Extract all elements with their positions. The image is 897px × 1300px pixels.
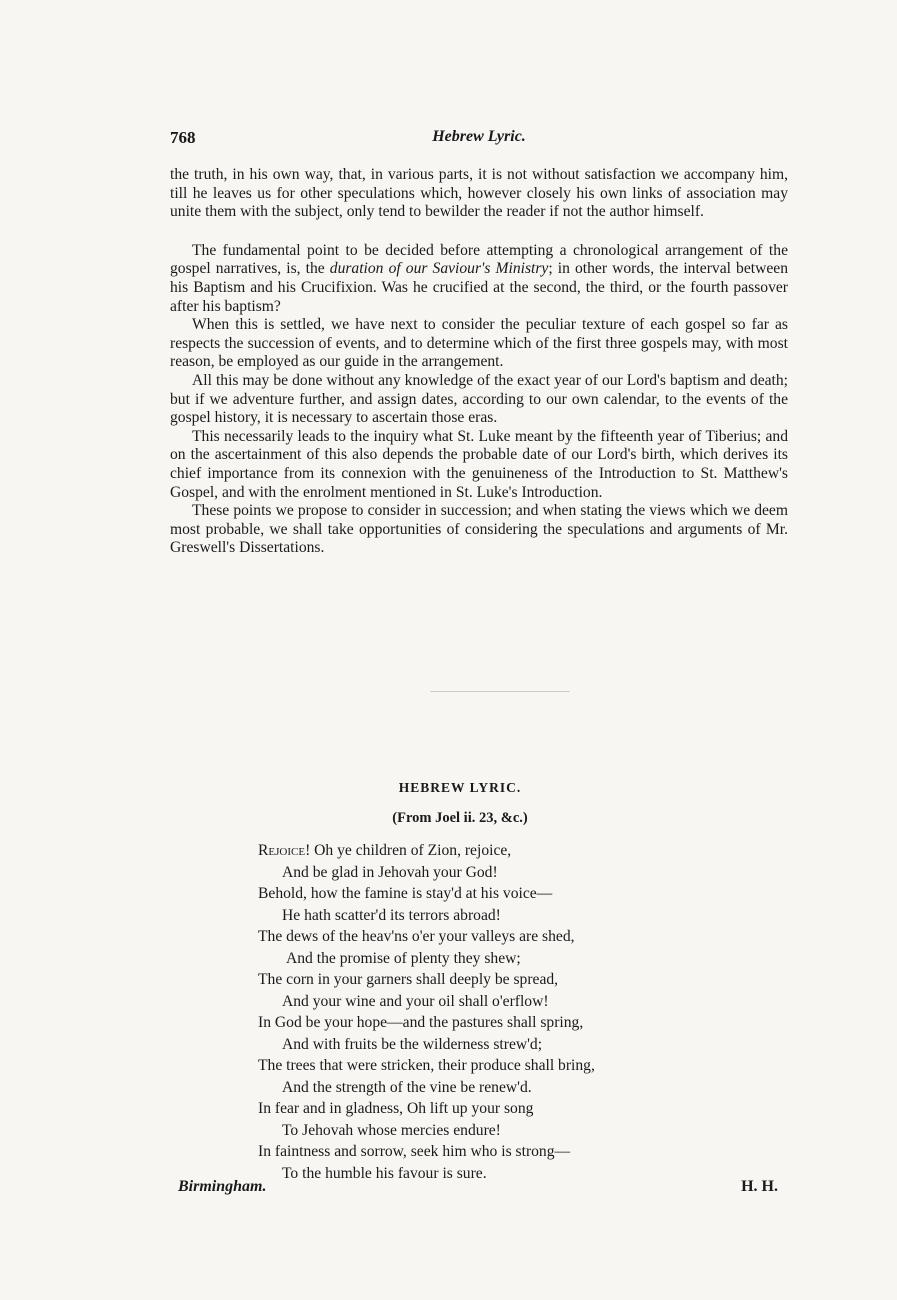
poem-line: In faintness and sorrow, seek him who is strong— [258, 1143, 571, 1160]
poem-line: In God be your hope—and the pastures shall spring, [258, 1014, 584, 1031]
poem-body [258, 840, 758, 1184]
running-title: Hebrew Lyric. [432, 128, 526, 145]
poem-line: The trees that were stricken, their produce shall bring, [258, 1057, 595, 1074]
poem-title: HEBREW LYRIC. [398, 780, 522, 795]
poem-line: And with fruits be the wilderness strew'd; [282, 1035, 543, 1053]
paragraph-calendar: All this may be done without any knowledge of the exact year of our Lord's baptism and death; but if we adventure further, and assign dates, according to our own calendar, to the events of the gospel history, it is necessary to ascertain those eras. [170, 371, 788, 427]
stanza-2 [258, 926, 758, 1012]
poem-line: And the promise of plenty they shew; [286, 949, 521, 967]
stanza-4 [258, 1098, 758, 1184]
poem-line: And the strength of the vine be renew'd. [282, 1078, 532, 1096]
paragraph-duration: The fundamental point to be decided before attempting a chronological arrangement of the gospel narratives, is, the duration of our Saviour's Ministry; in other words, the interval between his Baptism and his Crucifixion. Was he crucified at the second, the third, or the fourth passover after his baptism? [170, 241, 788, 315]
article-body [170, 166, 788, 558]
stanza-1 [258, 840, 758, 926]
page-number: 768 [170, 128, 196, 147]
poem-line: He hath scatter'd its terrors abroad! [282, 906, 501, 924]
paragraph-tiberius: This necessarily leads to the inquiry what St. Luke meant by the fifteenth year of Tiberius; and on the ascertainment of this also depends the probable date of our Lord's birth, which derives its chief importance from its connexion with the genuineness of the Introduction to St. Matthew's Gospel, and with the enrolment mentioned in St. Luke's Introduction. [170, 427, 788, 501]
paragraph-texture: When this is settled, we have next to consider the peculiar texture of each gospel so far as respects the succession of events, and to determine which of the first three gospels may, with most reason, be employed as our guide in the arrangement. [170, 316, 788, 371]
poem-line: In fear and in gladness, Oh lift up your song [258, 1100, 534, 1117]
poem-subtitle: (From Joel ii. 23, &c.) [392, 810, 528, 826]
signoff-initials: H. H. [741, 1178, 778, 1195]
page-header [170, 128, 788, 152]
signoff [178, 1178, 778, 1202]
poem-line: Rejoice! Oh ye children of Zion, rejoice, [258, 842, 512, 859]
drop-word: Rejoice [258, 842, 306, 859]
stanza-3 [258, 1012, 758, 1098]
poem-line: And your wine and your oil shall o'erflow! [282, 992, 549, 1010]
poem-line: And be glad in Jehovah your God! [282, 863, 498, 881]
poem-line: The corn in your garners shall deeply be spread, [258, 971, 559, 988]
poem-line: To the humble his favour is sure. [282, 1164, 487, 1182]
signoff-place: Birmingham. [178, 1178, 267, 1195]
opening-paragraph: the truth, in his own way, that, in various parts, it is not without satisfaction we accompany him, till he leaves us for other speculations which, however closely his own links of association may unite them with the subject, only tend to bewilder the reader if not the author himself. [170, 166, 788, 221]
emphasis-ministry: duration of our Saviour's Ministry [329, 260, 549, 278]
poem-line: The dews of the heav'ns o'er your valleys are shed, [258, 928, 575, 945]
paragraph-succession: These points we propose to consider in succession; and when stating the views which we deem most probable, we shall take opportunities of considering the speculations and arguments of Mr. Greswell's Dissertations. [170, 502, 788, 557]
poem-line: To Jehovah whose mercies endure! [282, 1121, 501, 1139]
section-divider [430, 691, 570, 692]
poem-line: Behold, how the famine is stay'd at his voice— [258, 885, 553, 902]
